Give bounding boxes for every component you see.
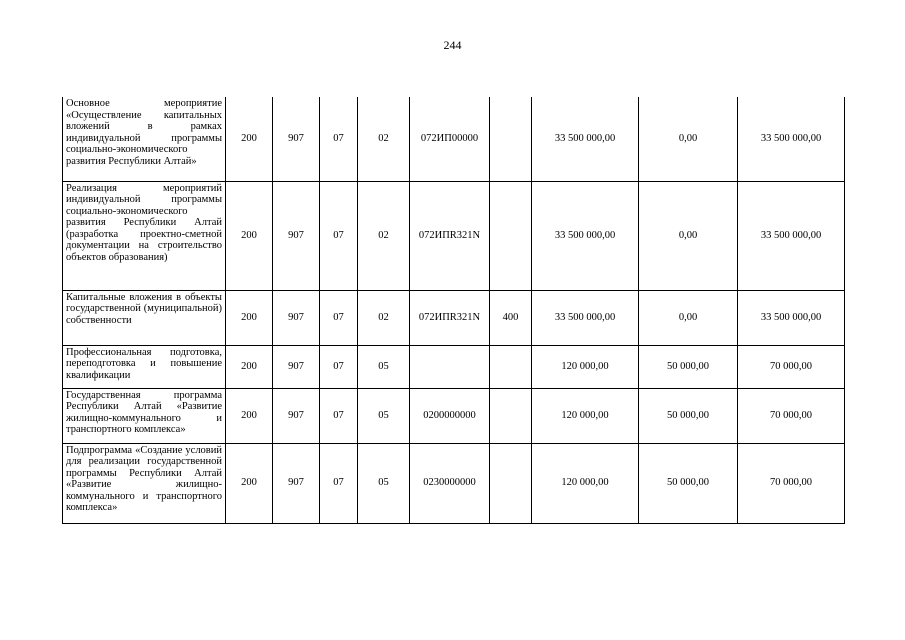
cell-section-code: 07 — [320, 388, 358, 443]
cell-admin-code: 200 — [226, 181, 273, 290]
table-row — [63, 290, 845, 345]
cell-amount-total: 33 500 000,00 — [532, 181, 639, 290]
row-description: Подпрограмма «Создание условий для реализации государственной программы Республики Алтай «Развитие жилищно-коммунального и транспортного комплекса» — [63, 443, 226, 523]
cell-section-code: 07 — [320, 443, 358, 523]
cell-subsection-code: 02 — [358, 290, 410, 345]
cell-section-code: 07 — [320, 97, 358, 181]
cell-amount-total: 33 500 000,00 — [532, 97, 639, 181]
cell-admin-code: 200 — [226, 345, 273, 388]
row-description: Капитальные вложения в объекты государственной (муниципальной) собственности — [63, 290, 226, 345]
cell-admin-code: 200 — [226, 388, 273, 443]
cell-amount-second: 50 000,00 — [639, 345, 738, 388]
cell-target-article: 072ИПR321N — [410, 181, 490, 290]
cell-target-article: 0200000000 — [410, 388, 490, 443]
cell-ministry-code: 907 — [273, 388, 320, 443]
cell-subsection-code: 05 — [358, 388, 410, 443]
cell-ministry-code: 907 — [273, 290, 320, 345]
table-row — [63, 97, 845, 181]
cell-expense-type — [490, 97, 532, 181]
cell-amount-second: 0,00 — [639, 97, 738, 181]
table-row — [63, 388, 845, 443]
cell-amount-total: 33 500 000,00 — [532, 290, 639, 345]
cell-ministry-code: 907 — [273, 345, 320, 388]
cell-expense-type — [490, 181, 532, 290]
table-row — [63, 345, 845, 388]
cell-amount-total: 120 000,00 — [532, 388, 639, 443]
cell-admin-code: 200 — [226, 290, 273, 345]
cell-amount-total: 120 000,00 — [532, 443, 639, 523]
cell-section-code: 07 — [320, 181, 358, 290]
row-description: Реализация мероприятий индивидуальной программы социально-экономического развития Республики Алтай (разработка проектно-сметной документации на строительство объектов образования) — [63, 181, 226, 290]
cell-amount-second: 50 000,00 — [639, 388, 738, 443]
cell-section-code: 07 — [320, 290, 358, 345]
cell-expense-type — [490, 443, 532, 523]
table-row — [63, 181, 845, 290]
cell-amount-second: 0,00 — [639, 181, 738, 290]
cell-target-article: 072ИПR321N — [410, 290, 490, 345]
cell-ministry-code: 907 — [273, 97, 320, 181]
cell-target-article: 072ИП00000 — [410, 97, 490, 181]
cell-amount-second: 0,00 — [639, 290, 738, 345]
cell-subsection-code: 02 — [358, 97, 410, 181]
cell-expense-type: 400 — [490, 290, 532, 345]
cell-ministry-code: 907 — [273, 443, 320, 523]
cell-subsection-code: 05 — [358, 443, 410, 523]
cell-amount-third: 70 000,00 — [738, 388, 845, 443]
cell-ministry-code: 907 — [273, 181, 320, 290]
cell-subsection-code: 02 — [358, 181, 410, 290]
cell-amount-third: 33 500 000,00 — [738, 181, 845, 290]
cell-amount-third: 70 000,00 — [738, 443, 845, 523]
cell-expense-type — [490, 345, 532, 388]
cell-admin-code: 200 — [226, 443, 273, 523]
budget-table — [62, 97, 845, 524]
cell-target-article — [410, 345, 490, 388]
cell-target-article: 0230000000 — [410, 443, 490, 523]
cell-section-code: 07 — [320, 345, 358, 388]
cell-expense-type — [490, 388, 532, 443]
row-description: Государственная программа Республики Алтай «Развитие жилищно-коммунального и транспортного комплекса» — [63, 388, 226, 443]
page-number: 244 — [443, 38, 462, 52]
cell-amount-third: 33 500 000,00 — [738, 290, 845, 345]
table-row — [63, 443, 845, 523]
row-description: Профессиональная подготовка, переподготовка и повышение квалификации — [63, 345, 226, 388]
cell-amount-third: 70 000,00 — [738, 345, 845, 388]
cell-amount-third: 33 500 000,00 — [738, 97, 845, 181]
cell-amount-total: 120 000,00 — [532, 345, 639, 388]
cell-subsection-code: 05 — [358, 345, 410, 388]
row-description: Основное мероприятие «Осуществление капитальных вложений в рамках индивидуальной программы социально-экономического развития Республики Алтай» — [63, 97, 226, 181]
cell-amount-second: 50 000,00 — [639, 443, 738, 523]
cell-admin-code: 200 — [226, 97, 273, 181]
